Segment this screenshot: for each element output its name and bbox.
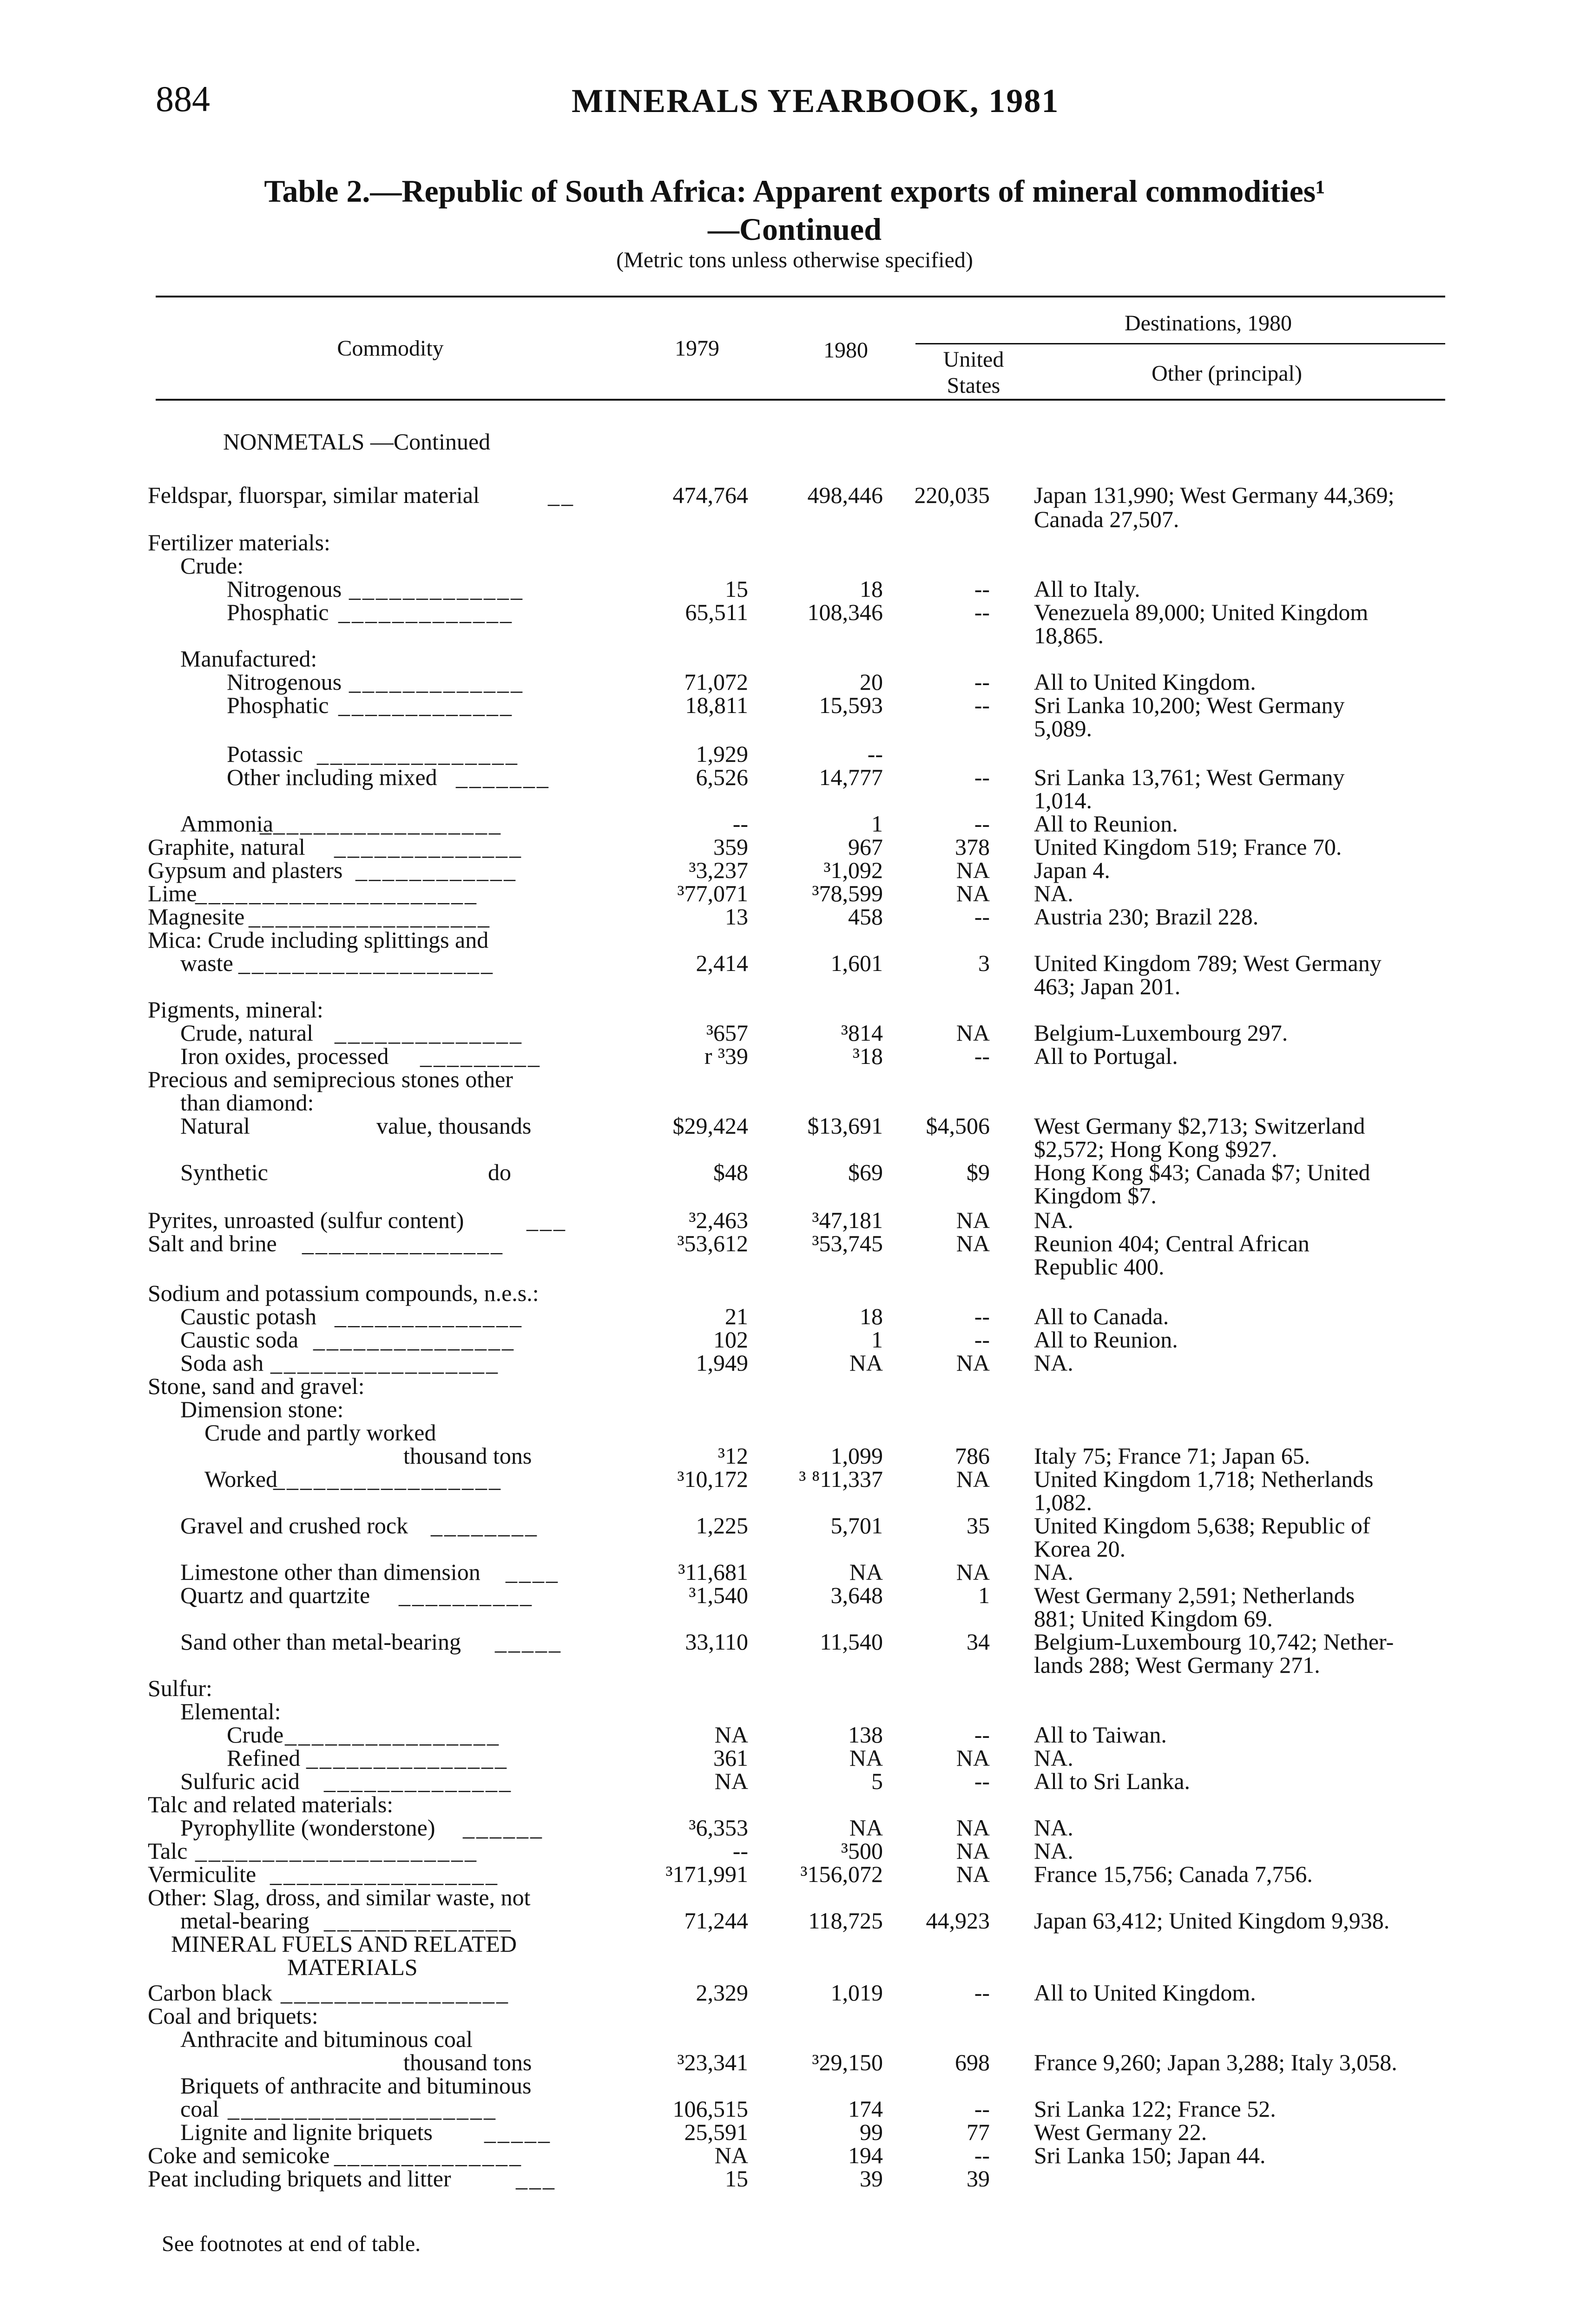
value-united-states: NA <box>956 880 990 906</box>
commodity-name: Crude: <box>180 553 244 579</box>
commodity-name: Crude, natural <box>180 1020 314 1046</box>
destination-other: 18,865. <box>1034 622 1104 648</box>
value-1980: 967 <box>848 834 883 860</box>
value-1979: 1,949 <box>696 1350 748 1376</box>
value-united-states: -- <box>974 2096 990 2122</box>
destination-other: France 15,756; Canada 7,756. <box>1034 1861 1313 1887</box>
destination-other: Sri Lanka 13,761; West Germany <box>1034 764 1345 790</box>
value-1980: $69 <box>848 1159 883 1185</box>
destination-other: NA. <box>1034 1838 1073 1864</box>
col-1980: 1980 <box>823 338 868 363</box>
destination-other: Reunion 404; Central African <box>1034 1230 1310 1256</box>
commodity-name: Lime <box>148 880 197 906</box>
dot-leader: _____________________ <box>195 1838 478 1864</box>
destination-other: NA. <box>1034 880 1073 906</box>
dot-leader: _______________ <box>302 1230 504 1256</box>
destination-other: 463; Japan 201. <box>1034 973 1181 999</box>
commodity-name: Fertilizer materials: <box>148 529 330 555</box>
commodity-name: metal-bearing <box>180 1908 309 1934</box>
commodity-name: Nitrogenous <box>227 576 342 602</box>
destination-other: All to United Kingdom. <box>1034 1980 1256 2006</box>
col-united-states <box>922 347 1025 399</box>
value-1980: 18 <box>860 576 883 602</box>
value-1980: -- <box>867 741 883 767</box>
value-1979: ³171,991 <box>665 1861 748 1887</box>
dot-leader: _______________ <box>317 741 519 767</box>
destination-other: All to Canada. <box>1034 1303 1169 1329</box>
value-united-states: $9 <box>967 1159 990 1185</box>
value-1979: ³10,172 <box>677 1466 748 1492</box>
commodity-name: Coal and briquets: <box>148 2003 318 2029</box>
dot-leader: _______________ <box>306 1745 508 1771</box>
commodity-name: Talc <box>148 1838 188 1864</box>
commodity-name: Crude and partly worked <box>204 1419 436 1446</box>
table-subtitle: (Metric tons unless otherwise specified) <box>616 248 973 272</box>
header-bottom-rule <box>156 399 1445 401</box>
destination-other: Korea 20. <box>1034 1536 1126 1562</box>
value-1980: 1,601 <box>830 950 883 976</box>
commodity-name: Limestone other than dimension <box>180 1559 480 1585</box>
value-united-states: NA <box>956 857 990 883</box>
value-1980: 1,099 <box>830 1443 883 1469</box>
commodity-name: Coke and semicoke <box>148 2142 330 2168</box>
unit-label: thousand tons <box>403 2049 532 2075</box>
value-united-states: 3 <box>978 950 990 976</box>
value-1979: ³1,540 <box>689 1582 748 1608</box>
destination-other: Republic 400. <box>1034 1254 1165 1280</box>
commodity-name: MINERAL FUELS AND RELATED <box>171 1931 517 1957</box>
dot-leader: _________________ <box>270 1350 500 1376</box>
commodity-name: Caustic soda <box>180 1327 299 1353</box>
destination-other: West Germany $2,713; Switzerland <box>1034 1113 1365 1139</box>
value-1979: 15 <box>725 576 748 602</box>
dot-leader: ________ <box>431 1512 539 1538</box>
commodity-name: Salt and brine <box>148 1230 277 1256</box>
destination-other: Italy 75; France 71; Japan 65. <box>1034 1443 1310 1469</box>
value-united-states: NA <box>956 1466 990 1492</box>
dot-leader: _____ <box>495 1629 562 1655</box>
value-united-states: $4,506 <box>926 1113 990 1139</box>
value-1980: 174 <box>848 2096 883 2122</box>
value-1980: 1 <box>871 1327 883 1353</box>
value-1979: 21 <box>725 1303 748 1329</box>
destination-other: France 9,260; Japan 3,288; Italy 3,058. <box>1034 2049 1397 2075</box>
dot-leader: _________________ <box>273 1466 502 1492</box>
col-us-line2: States <box>947 373 1000 398</box>
value-1979: 102 <box>713 1327 748 1353</box>
destination-other: NA. <box>1034 1350 1073 1376</box>
table-top-rule <box>156 296 1445 297</box>
commodity-name: Pigments, mineral: <box>148 997 323 1023</box>
value-1980: 5,701 <box>830 1512 883 1538</box>
value-united-states: 220,035 <box>914 482 990 508</box>
col-other: Other (principal) <box>1152 361 1302 386</box>
commodity-name: Anthracite and bituminous coal <box>180 2026 473 2052</box>
destination-other: 1,014. <box>1034 787 1092 813</box>
value-1980: 5 <box>871 1768 883 1794</box>
commodity-name: Caustic potash <box>180 1303 317 1329</box>
col-us-line1: United <box>943 347 1004 372</box>
value-1980: 39 <box>860 2166 883 2192</box>
dot-leader: _________________ <box>281 1980 510 2006</box>
value-1980: ³18 <box>853 1043 883 1069</box>
dot-leader: ___ <box>526 1207 567 1233</box>
value-1979: ³53,612 <box>677 1230 748 1256</box>
value-1979: 1,225 <box>696 1512 748 1538</box>
table-title-line1: Table 2.—Republic of South Africa: Apparent exports of mineral commodities¹ <box>264 173 1325 209</box>
value-united-states: 44,923 <box>926 1908 990 1934</box>
value-1980: ³53,745 <box>812 1230 883 1256</box>
commodity-name: Quartz and quartzite <box>180 1582 370 1608</box>
value-1980: ³500 <box>841 1838 883 1864</box>
value-1979: 359 <box>713 834 748 860</box>
destination-other: 1,082. <box>1034 1489 1092 1515</box>
commodity-name: Crude <box>227 1722 284 1748</box>
commodity-name: Graphite, natural <box>148 834 305 860</box>
destination-other: Japan 4. <box>1034 857 1110 883</box>
destination-other: NA. <box>1034 1815 1073 1841</box>
value-united-states: NA <box>956 1861 990 1887</box>
value-1979: ³77,071 <box>677 880 748 906</box>
table-title <box>156 172 1434 248</box>
value-united-states: 786 <box>955 1443 990 1469</box>
value-united-states: NA <box>956 1838 990 1864</box>
destination-other: All to Sri Lanka. <box>1034 1768 1191 1794</box>
value-1980: 20 <box>860 669 883 695</box>
destination-other: West Germany 22. <box>1034 2119 1207 2145</box>
commodity-name: Feldspar, fluorspar, similar material <box>148 482 480 508</box>
value-1979: NA <box>714 2142 748 2168</box>
commodity-name: Gravel and crushed rock <box>180 1512 408 1538</box>
destination-other: Belgium-Luxembourg 10,742; Nether- <box>1034 1629 1394 1655</box>
commodity-name: Other including mixed <box>227 764 437 790</box>
value-1979: 2,414 <box>696 950 748 976</box>
value-united-states: -- <box>974 1722 990 1748</box>
value-1979: 18,811 <box>685 692 748 718</box>
value-united-states: NA <box>956 1559 990 1585</box>
destination-other: Japan 131,990; West Germany 44,369; <box>1034 482 1395 508</box>
commodity-name: waste <box>180 950 233 976</box>
running-head: MINERALS YEARBOOK, 1981 <box>572 82 1060 119</box>
dot-leader: _____ <box>484 2119 552 2145</box>
value-1979: ³6,353 <box>689 1815 748 1841</box>
destination-other: NA. <box>1034 1207 1073 1233</box>
commodity-name: Phosphatic <box>227 692 329 718</box>
dot-leader: _________ <box>420 1043 541 1069</box>
dot-leader: _____________ <box>349 576 524 602</box>
value-1980: ³29,150 <box>812 2049 883 2075</box>
dot-leader: ________________ <box>285 1722 500 1748</box>
dot-leader: __________ <box>399 1582 533 1608</box>
value-united-states: -- <box>974 764 990 790</box>
commodity-name: Refined <box>227 1745 301 1771</box>
destination-other: Venezuela 89,000; United Kingdom <box>1034 599 1369 625</box>
dot-leader: __________________ <box>249 904 491 930</box>
value-1979: 474,764 <box>672 482 748 508</box>
value-1980: NA <box>849 1815 883 1841</box>
page-number: 884 <box>156 79 210 119</box>
dot-leader: ______________ <box>324 1908 513 1934</box>
destination-other: All to Taiwan. <box>1034 1722 1167 1748</box>
commodity-name: Sand other than metal-bearing <box>180 1629 461 1655</box>
value-united-states: -- <box>974 1043 990 1069</box>
commodity-name: Carbon black <box>148 1980 272 2006</box>
value-1979: 25,591 <box>684 2119 748 2145</box>
value-1979: 71,244 <box>684 1908 748 1934</box>
value-united-states: -- <box>974 2142 990 2168</box>
unit-label: thousand tons <box>403 1443 532 1469</box>
commodity-name: than diamond: <box>180 1089 314 1116</box>
dot-leader: __________________ <box>260 811 502 837</box>
destination-other: Hong Kong $43; Canada $7; United <box>1034 1159 1370 1185</box>
commodity-name: Dimension stone: <box>180 1396 344 1422</box>
dot-leader: __ <box>548 482 575 508</box>
value-1980: 194 <box>848 2142 883 2168</box>
destination-other: All to Italy. <box>1034 576 1140 602</box>
value-1979: 6,526 <box>696 764 748 790</box>
value-1980: NA <box>849 1350 883 1376</box>
value-1979: NA <box>714 1768 748 1794</box>
value-1979: ³657 <box>706 1020 748 1046</box>
dot-leader: ______ <box>463 1815 544 1841</box>
value-1980: ³ ⁸11,337 <box>799 1466 883 1492</box>
commodity-name: MATERIALS <box>287 1954 418 1980</box>
value-united-states: -- <box>974 576 990 602</box>
value-united-states: 378 <box>955 834 990 860</box>
value-united-states: NA <box>956 1207 990 1233</box>
value-1979: 15 <box>725 2166 748 2192</box>
value-united-states: -- <box>974 599 990 625</box>
value-united-states: -- <box>974 1768 990 1794</box>
dot-leader: _____________ <box>338 692 513 718</box>
value-united-states: NA <box>956 1020 990 1046</box>
value-1979: 65,511 <box>685 599 748 625</box>
destination-other: Belgium-Luxembourg 297. <box>1034 1020 1288 1046</box>
commodity-name: Phosphatic <box>227 599 329 625</box>
value-1980: ³814 <box>841 1020 883 1046</box>
value-1979: NA <box>714 1722 748 1748</box>
destination-other: All to United Kingdom. <box>1034 669 1256 695</box>
commodity-name: Gypsum and plasters <box>148 857 343 883</box>
value-1980: 118,725 <box>808 1908 883 1934</box>
commodity-name: Sodium and potassium compounds, n.e.s.: <box>148 1280 539 1306</box>
value-1979: 33,110 <box>685 1629 748 1655</box>
col-commodity: Commodity <box>337 336 444 361</box>
destination-other: Sri Lanka 10,200; West Germany <box>1034 692 1345 718</box>
value-1980: 14,777 <box>819 764 883 790</box>
value-united-states: NA <box>956 1350 990 1376</box>
value-united-states: 35 <box>967 1512 990 1538</box>
commodity-name: Vermiculite <box>148 1861 257 1887</box>
value-1979: -- <box>732 811 748 837</box>
value-1980: 11,540 <box>820 1629 883 1655</box>
dot-leader: ______________ <box>334 2142 523 2168</box>
value-united-states: 1 <box>978 1582 990 1608</box>
commodity-name: NONMETALS —Continued <box>223 429 491 455</box>
destination-other: NA. <box>1034 1745 1073 1771</box>
dot-leader: _______ <box>456 764 550 790</box>
value-1980: 498,446 <box>807 482 883 508</box>
destination-other: Canada 27,507. <box>1034 506 1179 532</box>
dot-leader: ____ <box>506 1559 559 1585</box>
destination-other: NA. <box>1034 1559 1073 1585</box>
dot-leader: ____________ <box>355 857 517 883</box>
value-1980: ³78,599 <box>812 880 883 906</box>
commodity-name: Pyrophyllite (wonderstone) <box>180 1815 435 1841</box>
commodity-name: Talc and related materials: <box>148 1791 394 1817</box>
value-1980: 458 <box>848 904 883 930</box>
value-1979: ³12 <box>718 1443 748 1469</box>
value-1979: $48 <box>713 1159 748 1185</box>
unit-label: do <box>488 1159 511 1185</box>
destination-other: United Kingdom 519; France 70. <box>1034 834 1342 860</box>
commodity-name: coal <box>180 2096 219 2122</box>
dot-leader: _________________ <box>270 1861 499 1887</box>
value-1980: 138 <box>848 1722 883 1748</box>
commodity-name: Mica: Crude including splittings and <box>148 927 489 953</box>
unit-label: value, thousands <box>376 1113 532 1139</box>
dot-leader: _______________ <box>313 1327 515 1353</box>
commodity-name: Peat including briquets and litter <box>148 2166 451 2192</box>
value-1980: 1,019 <box>830 1980 883 2006</box>
value-united-states: -- <box>974 669 990 695</box>
value-united-states: -- <box>974 1980 990 2006</box>
commodity-name: Worked <box>204 1466 278 1492</box>
destination-other: 5,089. <box>1034 715 1092 741</box>
footnote: See footnotes at end of table. <box>162 2232 421 2256</box>
destination-other: United Kingdom 789; West Germany <box>1034 950 1382 976</box>
destination-other: Austria 230; Brazil 228. <box>1034 904 1259 930</box>
value-united-states: -- <box>974 1303 990 1329</box>
dot-leader: ___________________ <box>238 950 494 976</box>
value-united-states: -- <box>974 811 990 837</box>
commodity-name: Iron oxides, processed <box>180 1043 389 1069</box>
dot-leader: _____________________ <box>195 880 478 906</box>
value-1980: NA <box>849 1745 883 1771</box>
value-1980: 1 <box>871 811 883 837</box>
value-united-states: NA <box>956 1745 990 1771</box>
destination-other: Japan 63,412; United Kingdom 9,938. <box>1034 1908 1390 1934</box>
destination-other: All to Reunion. <box>1034 1327 1178 1353</box>
commodity-name: Manufactured: <box>180 646 317 672</box>
destination-other: Sri Lanka 122; France 52. <box>1034 2096 1276 2122</box>
commodity-name: Precious and semiprecious stones other <box>148 1066 513 1092</box>
value-united-states: 34 <box>967 1629 990 1655</box>
value-1979: ³3,237 <box>689 857 748 883</box>
value-1980: 15,593 <box>819 692 883 718</box>
table-title-line2: —Continued <box>707 211 882 247</box>
destination-other: West Germany 2,591; Netherlands <box>1034 1582 1355 1608</box>
destination-other: 881; United Kingdom 69. <box>1034 1605 1273 1631</box>
value-1979: ³2,463 <box>689 1207 748 1233</box>
commodity-name: Sulfuric acid <box>180 1768 300 1794</box>
destination-other: All to Portugal. <box>1034 1043 1178 1069</box>
value-1979: 361 <box>713 1745 748 1771</box>
value-1980: 3,648 <box>830 1582 883 1608</box>
dot-leader: ______________ <box>334 834 523 860</box>
value-1979: 71,072 <box>684 669 748 695</box>
commodity-name: Ammonia <box>180 811 273 837</box>
dot-leader: ______________ <box>335 1303 523 1329</box>
dot-leader: ______________ <box>335 1020 523 1046</box>
destination-other: $2,572; Hong Kong $927. <box>1034 1136 1277 1162</box>
value-1979: r ³39 <box>704 1043 748 1069</box>
value-1979: $29,424 <box>672 1113 748 1139</box>
commodity-name: Soda ash <box>180 1350 264 1376</box>
destination-other: United Kingdom 1,718; Netherlands <box>1034 1466 1374 1492</box>
destination-other: Sri Lanka 150; Japan 44. <box>1034 2142 1266 2168</box>
value-united-states: -- <box>974 904 990 930</box>
value-1980: NA <box>849 1559 883 1585</box>
destination-other: lands 288; West Germany 271. <box>1034 1652 1320 1678</box>
commodity-name: Pyrites, unroasted (sulfur content) <box>148 1207 464 1233</box>
commodity-name: Other: Slag, dross, and similar waste, not <box>148 1884 531 1910</box>
commodity-name: Nitrogenous <box>227 669 342 695</box>
commodity-name: Synthetic <box>180 1159 268 1185</box>
value-1980: ³47,181 <box>812 1207 883 1233</box>
value-1980: ³156,072 <box>800 1861 883 1887</box>
value-united-states: 77 <box>967 2119 990 2145</box>
value-1979: -- <box>732 1838 748 1864</box>
commodity-name: Natural <box>180 1113 250 1139</box>
value-1979: ³23,341 <box>677 2049 748 2075</box>
commodity-name: Briquets of anthracite and bituminous <box>180 2073 532 2099</box>
destination-other: All to Reunion. <box>1034 811 1178 837</box>
value-1979: 106,515 <box>672 2096 748 2122</box>
dot-leader: ______________ <box>324 1768 513 1794</box>
commodity-name: Sulfur: <box>148 1675 212 1701</box>
value-united-states: 698 <box>955 2049 990 2075</box>
value-1979: 1,929 <box>696 741 748 767</box>
value-1980: 108,346 <box>807 599 883 625</box>
commodity-name: Elemental: <box>180 1698 281 1724</box>
commodity-name: Lignite and lignite briquets <box>180 2119 433 2145</box>
value-united-states: NA <box>956 1815 990 1841</box>
value-1980: ³1,092 <box>823 857 883 883</box>
col-1979: 1979 <box>675 336 719 361</box>
value-united-states: -- <box>974 692 990 718</box>
value-1980: 99 <box>860 2119 883 2145</box>
dot-leader: ___ <box>516 2166 556 2192</box>
dot-leader: _____________ <box>349 669 524 695</box>
value-1980: $13,691 <box>807 1113 883 1139</box>
value-1979: ³11,681 <box>678 1559 748 1585</box>
value-united-states: NA <box>956 1230 990 1256</box>
value-1979: 2,329 <box>696 1980 748 2006</box>
value-1979: 13 <box>725 904 748 930</box>
value-1980: 18 <box>860 1303 883 1329</box>
value-united-states: -- <box>974 1327 990 1353</box>
destination-other: United Kingdom 5,638; Republic of <box>1034 1512 1370 1538</box>
dot-leader: _____________ <box>338 599 513 625</box>
commodity-name: Stone, sand and gravel: <box>148 1373 365 1399</box>
destinations-rule <box>915 343 1445 344</box>
commodity-name: Potassic <box>227 741 303 767</box>
commodity-name: Magnesite <box>148 904 245 930</box>
dot-leader: ____________________ <box>228 2096 497 2122</box>
destination-other: Kingdom $7. <box>1034 1182 1157 1208</box>
value-united-states: 39 <box>967 2166 990 2192</box>
col-destinations: Destinations, 1980 <box>1125 311 1292 336</box>
